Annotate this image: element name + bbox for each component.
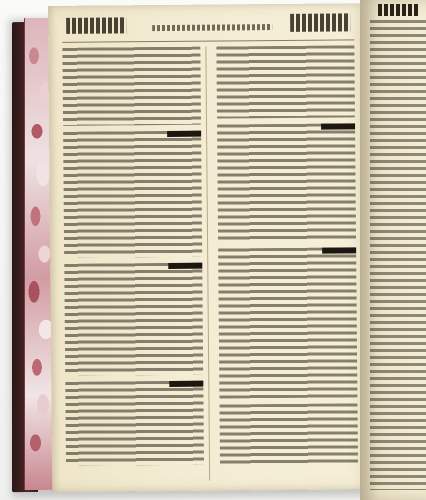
paragraph <box>62 47 201 126</box>
open-page <box>48 3 370 492</box>
paragraph <box>219 403 358 464</box>
paragraph-text <box>62 47 201 126</box>
paragraph-text <box>65 381 204 466</box>
facing-page <box>360 0 426 500</box>
left-column <box>62 47 210 482</box>
paragraph <box>63 131 202 258</box>
paragraph-text <box>64 263 203 376</box>
paragraph-text <box>217 123 356 242</box>
right-column <box>216 45 358 480</box>
header-right-title <box>290 13 350 32</box>
paragraph <box>218 247 357 398</box>
facing-page-text <box>370 20 426 490</box>
paragraph <box>64 263 203 376</box>
paragraph-text <box>63 131 202 258</box>
paragraph <box>216 45 355 118</box>
running-header <box>62 13 354 43</box>
text-columns <box>62 45 358 482</box>
paragraph-text <box>218 247 357 398</box>
facing-page-header <box>378 4 418 16</box>
header-center-text <box>152 24 272 31</box>
header-left-title <box>66 17 126 34</box>
paragraph <box>65 381 204 466</box>
paragraph <box>217 123 356 242</box>
paragraph-text <box>219 403 358 464</box>
paragraph-text <box>216 45 355 118</box>
